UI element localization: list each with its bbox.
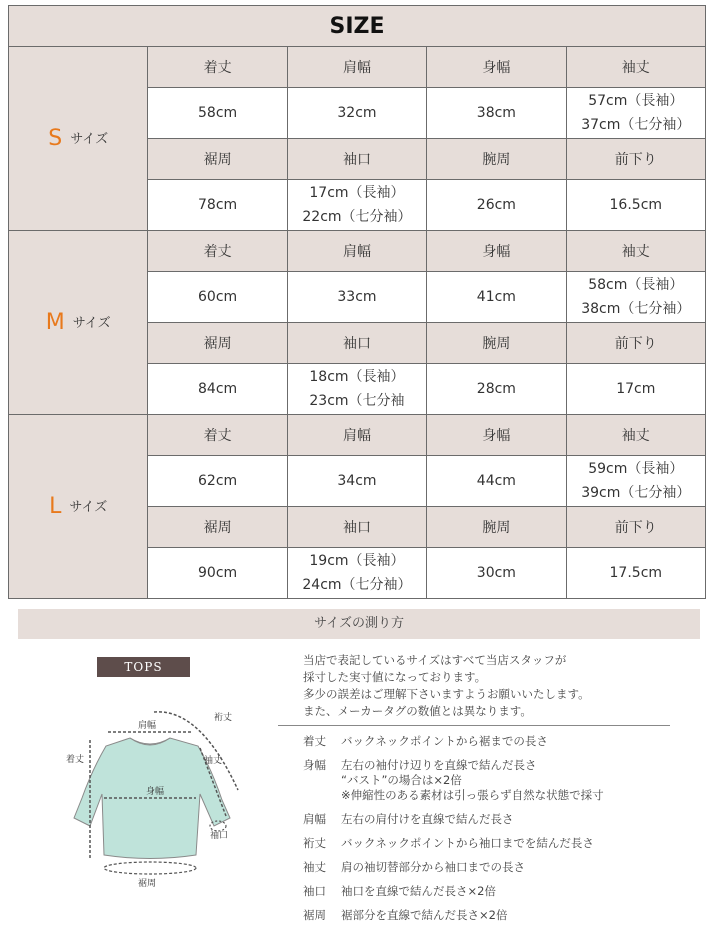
column-header: 袖丈 <box>566 47 705 88</box>
label-susomawari: 裾周 <box>138 879 157 889</box>
column-header: 身幅 <box>427 47 566 88</box>
definition-desc <box>341 812 703 827</box>
size-letter: M <box>45 310 65 335</box>
column-header: 袖口 <box>287 323 426 364</box>
size-label <box>9 415 148 599</box>
size-value-cell: 28cm <box>427 364 566 415</box>
table-row <box>9 47 706 88</box>
measure-intro <box>303 652 703 720</box>
size-value-line: 22cm（七分袖） <box>302 209 412 225</box>
size-value-line: 19cm（長袖） <box>309 553 405 569</box>
size-value-cell: 16.5cm <box>566 180 705 231</box>
size-value-cell <box>566 272 705 323</box>
size-value-cell: 41cm <box>427 272 566 323</box>
intro-line: 多少の誤差はご理解下さいますようお願いいたします。 <box>303 687 590 701</box>
size-value-cell: 17cm <box>566 364 705 415</box>
tops-badge: TOPS <box>97 657 190 677</box>
divider <box>278 725 670 726</box>
column-header: 着丈 <box>148 415 287 456</box>
definition-line: 左右の肩付けを直線で結んだ長さ <box>341 812 514 826</box>
tops-measurement-diagram <box>50 690 280 910</box>
intro-line: 当店で表記しているサイズはすべて当店スタッフが <box>303 653 567 667</box>
definition-line: ※伸縮性のある素材は引っ張らず自然な状態で採寸 <box>341 788 604 802</box>
column-header: 肩幅 <box>287 231 426 272</box>
column-header: 腕周 <box>427 507 566 548</box>
column-header: 前下り <box>566 507 705 548</box>
definition-row <box>303 734 703 749</box>
definition-line: 肩の袖切替部分から袖口までの長さ <box>341 860 525 874</box>
definition-line: 袖口を直線で結んだ長さ×2倍 <box>341 884 496 898</box>
column-header: 肩幅 <box>287 415 426 456</box>
definition-desc <box>341 836 703 851</box>
definition-row <box>303 758 703 803</box>
size-value-cell <box>287 548 426 599</box>
column-header: 腕周 <box>427 139 566 180</box>
definition-term: 裄丈 <box>303 836 326 850</box>
column-header: 腕周 <box>427 323 566 364</box>
size-value-cell: 58cm <box>148 88 287 139</box>
size-value-cell <box>566 456 705 507</box>
size-word: サイズ <box>69 500 108 515</box>
column-header: 袖口 <box>287 139 426 180</box>
size-label <box>9 231 148 415</box>
size-value-cell: 33cm <box>287 272 426 323</box>
column-header: 着丈 <box>148 231 287 272</box>
label-yukitake: 裄丈 <box>214 713 233 723</box>
intro-line: 採寸した実寸値になっております。 <box>303 670 487 684</box>
size-label <box>9 47 148 231</box>
size-value-line: 59cm（長袖） <box>588 461 684 477</box>
size-value-line: 58cm（長袖） <box>588 277 684 293</box>
label-kitake: 着丈 <box>66 755 85 765</box>
definition-desc <box>341 758 703 803</box>
definition-desc <box>341 908 703 923</box>
definition-row <box>303 836 703 851</box>
column-header: 裾周 <box>148 507 287 548</box>
table-row <box>9 415 706 456</box>
label-sodeguchi: 袖口 <box>210 831 229 841</box>
definition-row <box>303 812 703 827</box>
size-value-cell: 17.5cm <box>566 548 705 599</box>
size-value-cell: 30cm <box>427 548 566 599</box>
definition-term: 袖口 <box>303 884 326 898</box>
size-value-cell: 34cm <box>287 456 426 507</box>
definition-line: バックネックポイントから袖口までを結んだ長さ <box>341 836 594 850</box>
size-value-line: 39cm（七分袖） <box>581 485 691 501</box>
measure-definitions <box>303 734 703 926</box>
size-value-cell: 26cm <box>427 180 566 231</box>
size-value-line: 37cm（七分袖） <box>581 117 691 133</box>
size-value-cell <box>287 364 426 415</box>
size-value-line: 57cm（長袖） <box>588 93 684 109</box>
definition-line: “バスト”の場合は×2倍 <box>341 773 462 787</box>
column-header: 裾周 <box>148 139 287 180</box>
size-value-cell: 44cm <box>427 456 566 507</box>
size-table <box>8 5 706 599</box>
definition-term: 肩幅 <box>303 812 326 826</box>
size-letter: L <box>49 494 62 519</box>
column-header: 前下り <box>566 139 705 180</box>
table-row <box>9 231 706 272</box>
definition-term: 身幅 <box>303 758 326 772</box>
label-mihaba: 身幅 <box>146 787 165 797</box>
size-letter: S <box>48 126 63 151</box>
size-value-cell: 84cm <box>148 364 287 415</box>
size-word: サイズ <box>70 132 109 147</box>
column-header: 着丈 <box>148 47 287 88</box>
label-sodetake: 袖丈 <box>204 756 223 766</box>
column-header: 身幅 <box>427 231 566 272</box>
size-value-line: 38cm（七分袖） <box>581 301 691 317</box>
definition-term: 裾周 <box>303 908 326 922</box>
size-value-cell <box>566 88 705 139</box>
definition-row <box>303 884 703 899</box>
intro-line: また、メーカータグの数値とは異なります。 <box>303 704 532 718</box>
size-value-cell: 38cm <box>427 88 566 139</box>
column-header: 袖口 <box>287 507 426 548</box>
definition-desc <box>341 884 703 899</box>
definition-row <box>303 860 703 875</box>
size-value-cell: 90cm <box>148 548 287 599</box>
size-value-cell: 78cm <box>148 180 287 231</box>
definition-desc <box>341 734 703 749</box>
definition-term: 着丈 <box>303 734 326 748</box>
size-value-line: 24cm（七分袖） <box>302 577 412 593</box>
size-value-cell: 62cm <box>148 456 287 507</box>
column-header: 裾周 <box>148 323 287 364</box>
size-value-cell <box>287 180 426 231</box>
measure-section-title: サイズの測り方 <box>18 609 700 639</box>
definition-line: 裾部分を直線で結んだ長さ×2倍 <box>341 908 508 922</box>
size-value-cell: 32cm <box>287 88 426 139</box>
size-table-title: SIZE <box>9 6 706 47</box>
size-value-line: 18cm（長袖） <box>309 369 405 385</box>
size-value-line: 23cm（七分袖 <box>309 393 405 409</box>
size-value-line: 17cm（長袖） <box>309 185 405 201</box>
label-katahaba: 肩幅 <box>138 721 157 731</box>
column-header: 袖丈 <box>566 415 705 456</box>
column-header: 前下り <box>566 323 705 364</box>
column-header: 肩幅 <box>287 47 426 88</box>
column-header: 身幅 <box>427 415 566 456</box>
definition-row <box>303 908 703 923</box>
column-header: 袖丈 <box>566 231 705 272</box>
definition-line: 左右の袖付け辺りを直線で結んだ長さ <box>341 758 537 772</box>
size-value-cell: 60cm <box>148 272 287 323</box>
definition-term: 袖丈 <box>303 860 326 874</box>
size-word: サイズ <box>72 316 111 331</box>
definition-line: バックネックポイントから裾までの長さ <box>341 734 548 748</box>
definition-desc <box>341 860 703 875</box>
